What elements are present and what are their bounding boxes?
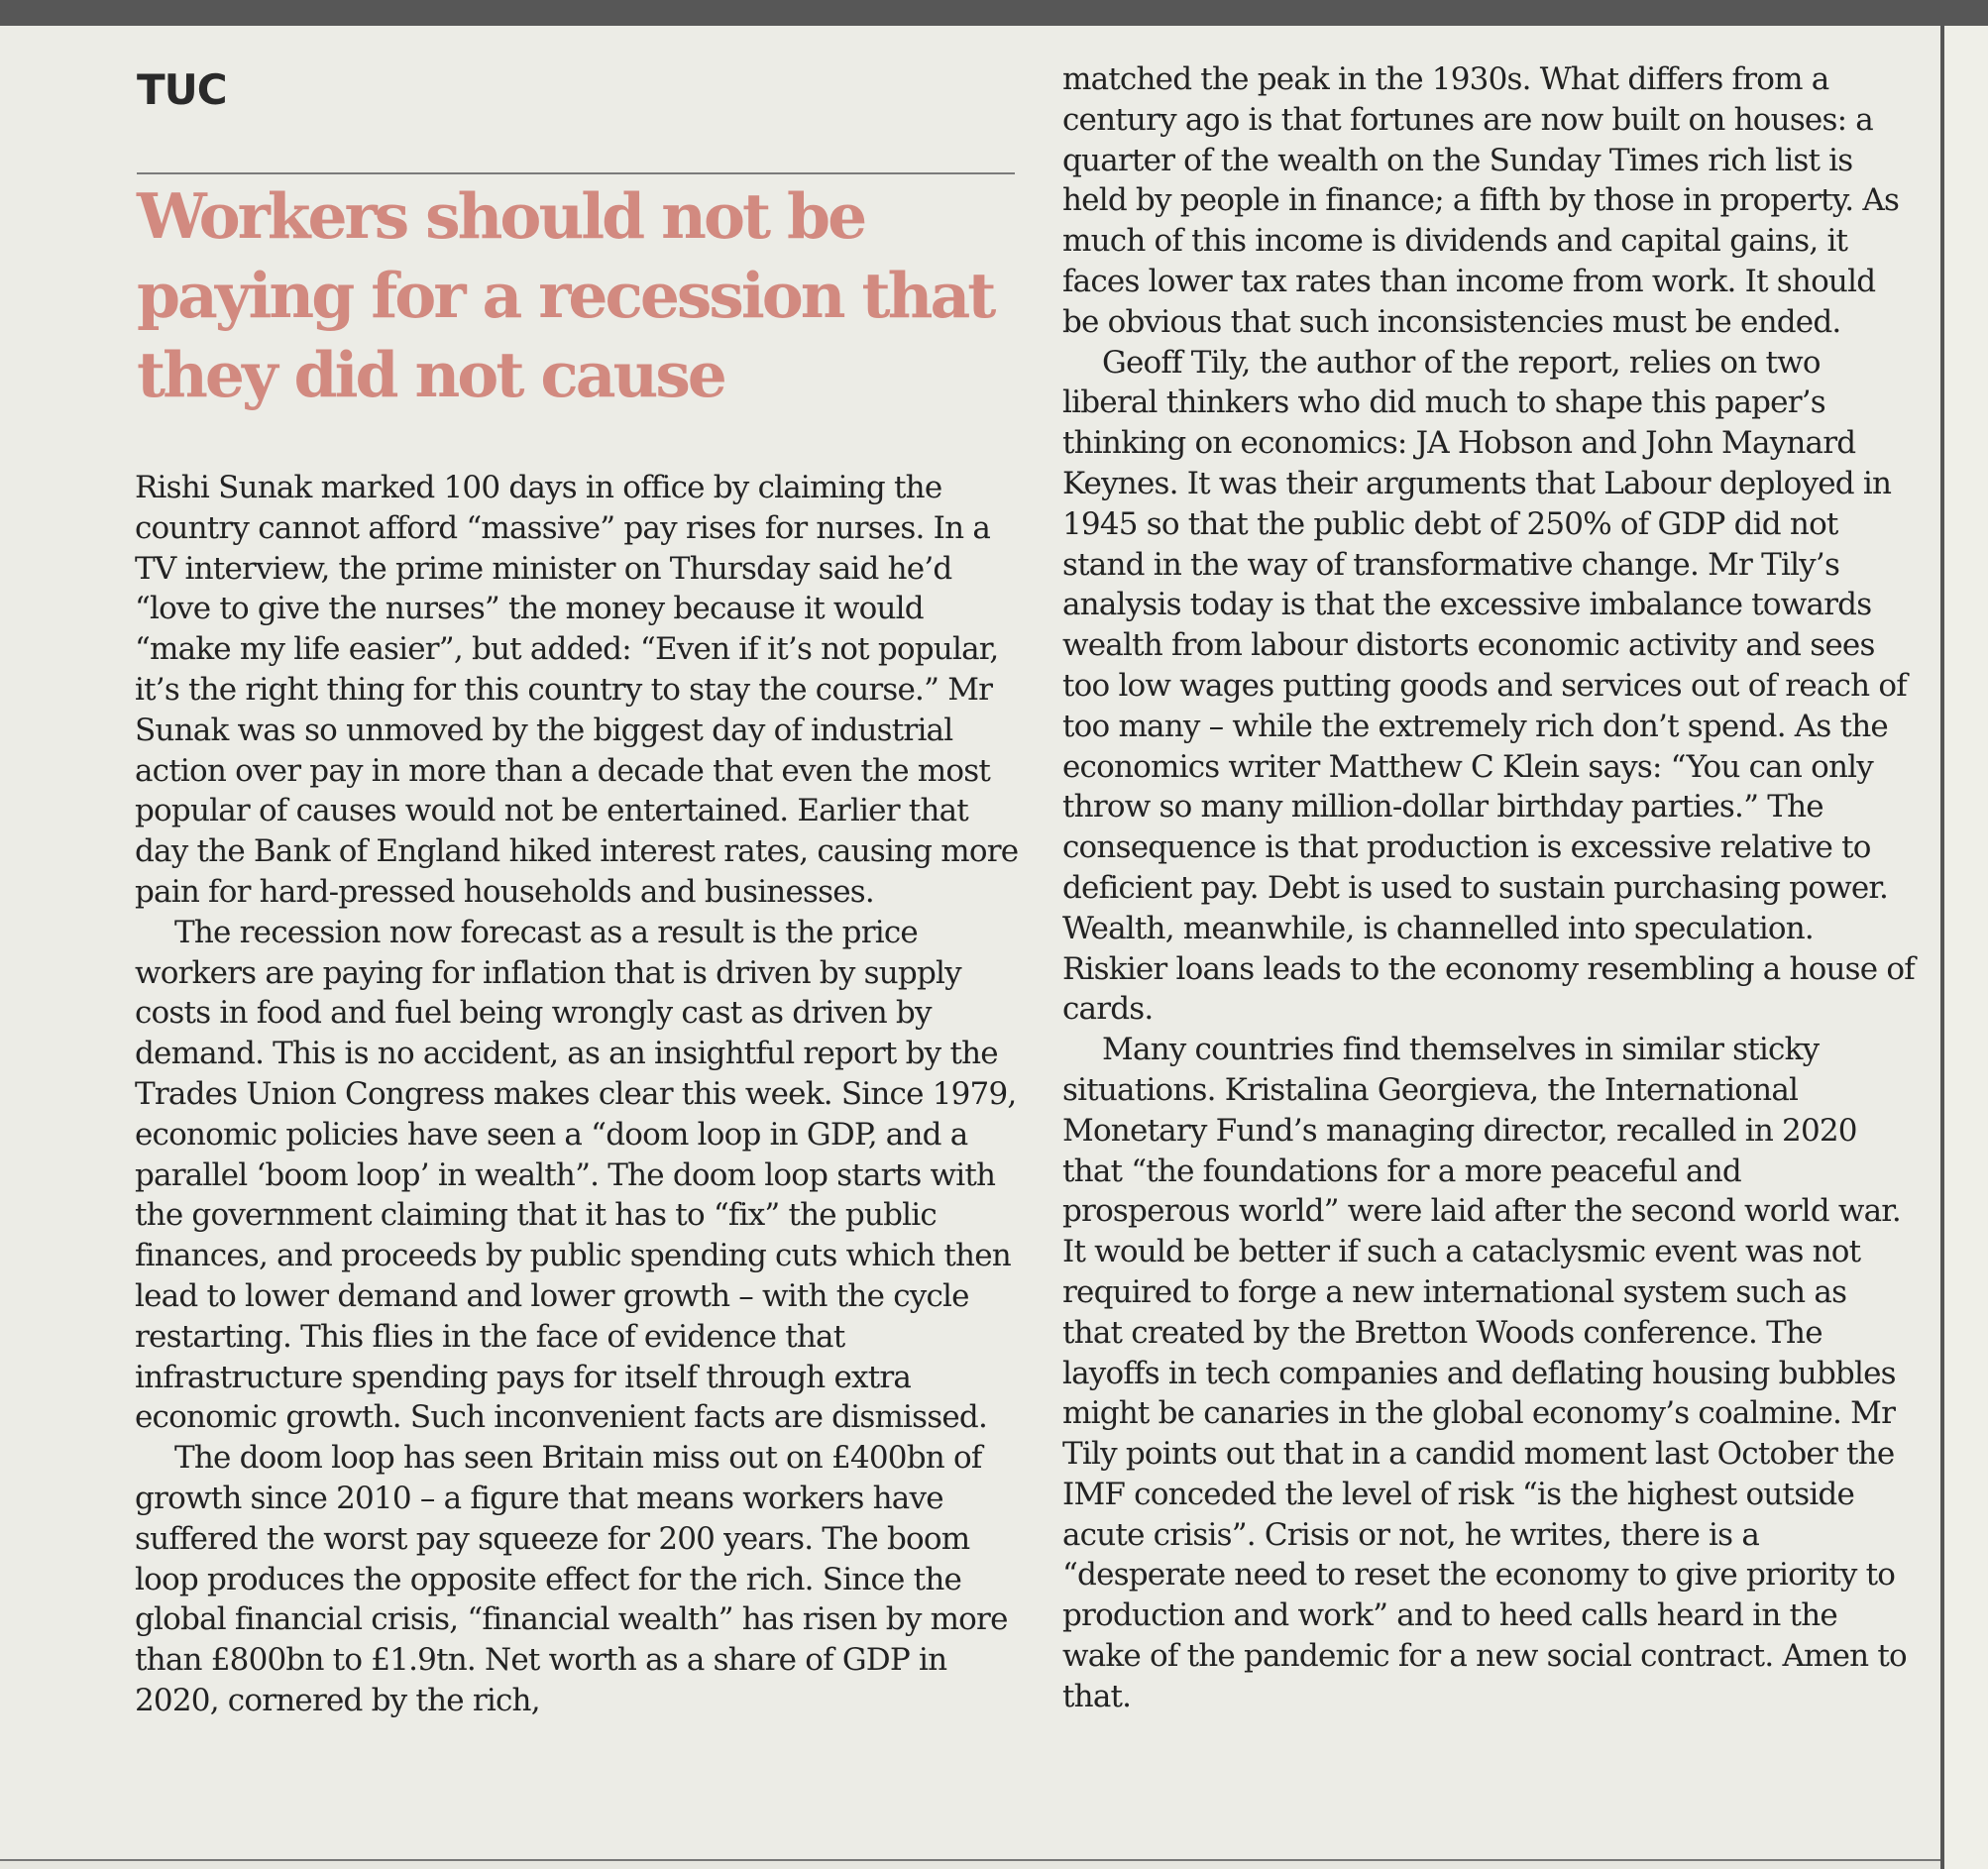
right-paragraph-3: Many countries find themselves in similar sticky situations. Kristalina Georgieva, the International Monetary Fund’s managing director, recalled in 2020 that “the foundations for a more peaceful and prosperous world” were laid after the second world war. It would be better if such a cataclysmic event was not required to forge a new international system such as that created by the Bretton Woods conference. The layoffs in tech companies and deflating housing bubbles might be canaries in the global economy’s coalmine. Mr Tily points out that in a candid moment last October the IMF conceded the level of risk “is the highest outside acute crisis”. Crisis or not, he writes, there is a “desperate need to reset the economy to give priority to production and work” and to heed calls heard in the wake of the pandemic for a new social contract. Amen to that.: [1062, 1032, 1907, 1714]
left-column: [135, 468, 1027, 1721]
bottom-rule: [0, 1859, 1940, 1861]
left-paragraph-3: The doom loop has seen Britain miss out on £400bn of growth since 2010 – a figure that means workers have suffered the worst pay squeeze for 200 years. The boom loop produces the opposite effect for the rich. Since the global financial crisis, “financial wealth” has risen by more than £800bn to £1.9tn. Net worth as a share of GDP in 2020, cornered by the rich,: [135, 1440, 1008, 1718]
right-paragraph-1: matched the peak in the 1930s. What differs from a century ago is that fortunes are now built on houses: a quarter of the wealth on the Sunday Times rich list is held by people in finance; a fifth by those in property. As much of this income is dividends and capital gains, it faces lower tax rates than income from work. It should be obvious that such inconsistencies must be ended.: [1062, 61, 1900, 340]
page-top-bar: [0, 0, 1988, 26]
left-paragraph-2: The recession now forecast as a result is the price workers are paying for inflation that is driven by supply costs in food and fuel being wrongly cast as driven by demand. This is no accident, as an insightful report by the Trades Union Congress makes clear this week. Since 1979, economic policies have seen a “doom loop in GDP, and a parallel ‘boom loop’ in wealth”. The doom loop starts with the government claiming that it has to “fix” the public finances, and proceeds by public spending cuts which then lead to lower demand and lower growth – with the cycle restarting. This flies in the face of evidence that infrastructure spending pays for itself through extra economic growth. Such inconvenient facts are dismissed.: [135, 914, 1017, 1436]
right-column: [1062, 59, 1915, 1717]
article-headline: Workers should not be paying for a recession that they did not cause: [137, 179, 994, 411]
left-paragraph-1: Rishi Sunak marked 100 days in office by claiming the country cannot afford “massive” pay rises for nurses. In a TV interview, the prime minister on Thursday said he’d “love to give the nurses” the money because it would “make my life easier”, but added: “Even if it’s not popular, it’s the right thing for this country to stay the course.” Mr Sunak was so unmoved by the biggest day of industrial action over pay in more than a decade that even the most popular of causes would not be entertained. Earlier that day the Bank of England hiked interest rates, causing more pain for hard-pressed households and businesses.: [135, 470, 1019, 910]
right-paragraph-2: Geoff Tily, the author of the report, relies on two liberal thinkers who did much to shape this paper’s thinking on economics: JA Hobson and John Maynard Keynes. It was their arguments that Labour deployed in 1945 so that the public debt of 250% of GDP did not stand in the way of transformative change. Mr Tily’s analysis today is that the excessive imbalance towards wealth from labour distorts economic activity and sees too low wages putting goods and services out of reach of too many – while the extremely rich don’t spend. As the economics writer Matthew C Klein says: “You can only throw so many million-dollar birthday parties.” The consequence is that production is excessive relative to deficient pay. Debt is used to sustain purchasing power. Wealth, meanwhile, is channelled into speculation. Riskier loans leads to the economy resembling a house of cards.: [1062, 344, 1915, 1028]
newspaper-page: [0, 26, 1940, 1859]
kicker-rule: [137, 172, 1015, 174]
right-margin-strip: [1944, 26, 1988, 1869]
section-kicker: TUC: [137, 65, 227, 114]
